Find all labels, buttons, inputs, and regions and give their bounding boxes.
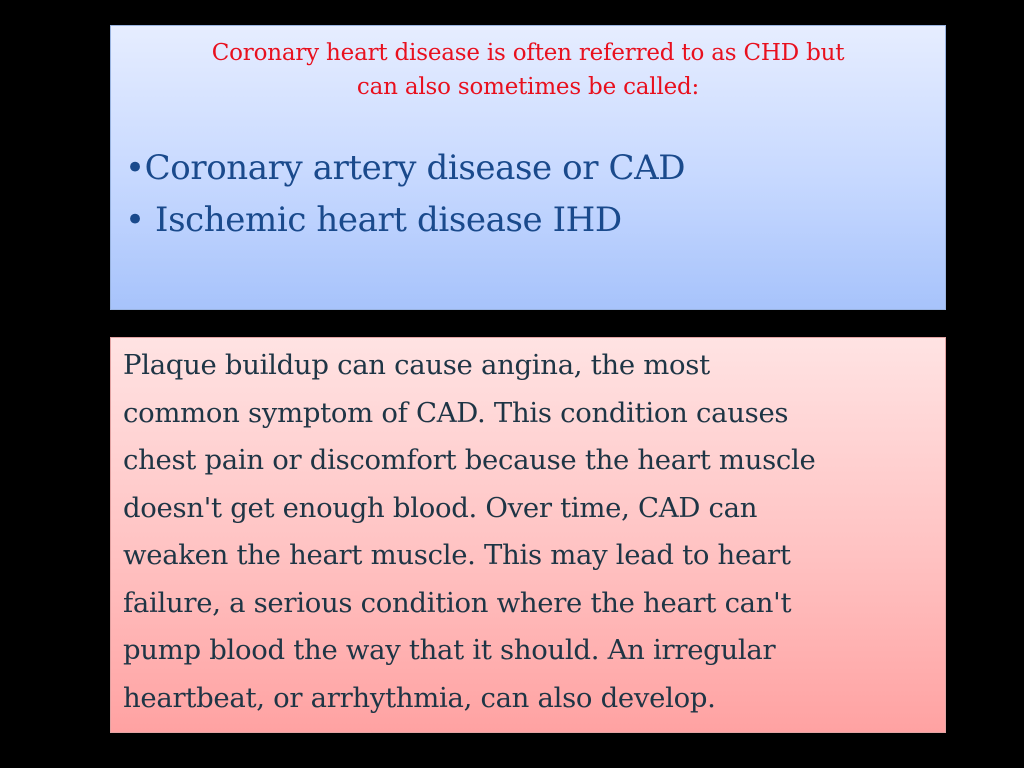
list-item: •Coronary artery disease or CAD [125,148,686,188]
paragraph-line: heartbeat, or arrhythmia, can also develop. [123,681,716,714]
paragraph-line: Plaque buildup can cause angina, the most [123,349,710,381]
paragraph-line: doesn't get enough blood. Over time, CAD can [123,491,758,524]
symptoms-paragraph [123,342,937,722]
intro-line: can also sometimes be called: [356,74,700,100]
alternate-names-box [110,25,946,310]
paragraph-line: weaken the heart muscle. This may lead to heart [123,539,791,571]
paragraph-line: chest pain or discomfort because the heart muscle [123,444,816,476]
paragraph-line: common symptom of CAD. This condition causes [123,396,789,429]
symptoms-box [110,337,946,733]
list-item: • Ischemic heart disease IHD [125,200,622,240]
intro-line: Coronary heart disease is often referred to as CHD but [211,40,845,66]
paragraph-line: failure, a serious condition where the heart can't [123,586,792,619]
paragraph-line: pump blood the way that it should. An irregular [123,634,776,666]
alternate-names-list [125,142,945,246]
intro-text [141,36,915,104]
